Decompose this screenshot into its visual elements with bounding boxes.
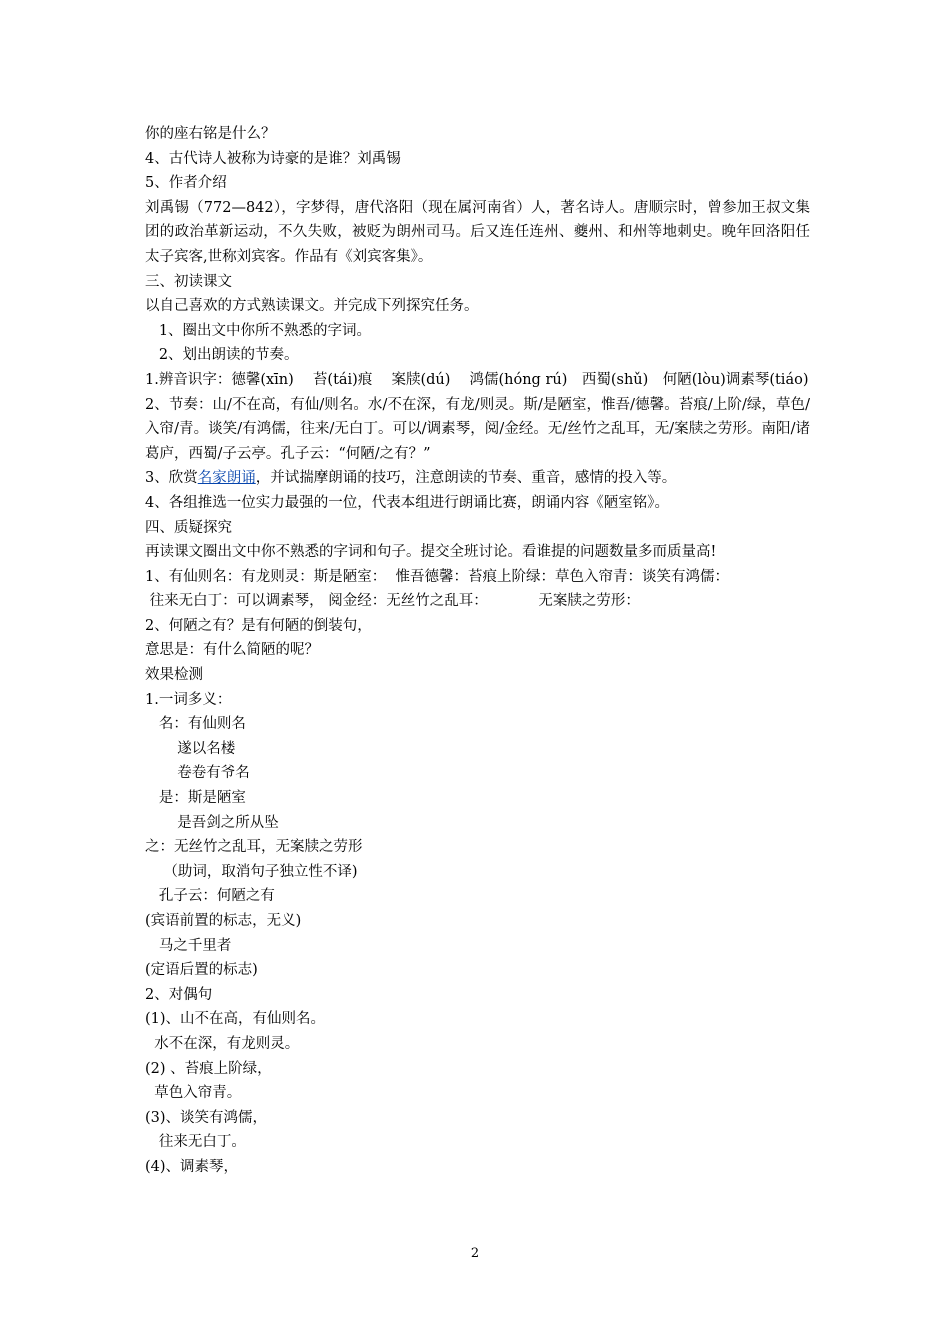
text-line: 以自己喜欢的方式熟读课文。并完成下列探究任务。 xyxy=(145,298,479,315)
recitation-link[interactable]: 名家朗诵 xyxy=(197,470,256,487)
text-line: 2、对偶句 xyxy=(145,986,213,1003)
text-line: (定语后置的标志) xyxy=(145,962,258,979)
document-body xyxy=(145,122,810,1180)
text-line: 意思是：有什么简陋的呢？ xyxy=(145,642,319,659)
text-line: 卷卷有爷名 xyxy=(145,765,250,782)
text-line: 2、何陋之有？是有何陋的倒装句， xyxy=(145,617,372,634)
text-line: 往来无白丁。 xyxy=(145,1134,246,1151)
text-line: (4)、调素琴， xyxy=(145,1158,239,1175)
text-line: 效果检测 xyxy=(145,667,203,684)
text-line: 是：斯是陋室 xyxy=(145,790,246,807)
text-line: 你的座右铭是什么？ xyxy=(145,126,276,142)
appreciate-line xyxy=(145,466,810,491)
rhythm-paragraph: 2、节奏：山/不在高，有仙/则名。水/不在深，有龙/则灵。斯/是陋室，惟吾/德馨。苔痕/上阶/绿，草色/入帘/青。谈笑/有鸿儒，往来/无白丁。可以/调素琴，阅/金经。无/丝竹之乱耳，无/案牍之劳形。南阳/诸葛庐，西蜀/子云亭。孔子云：“何陋/之有？” xyxy=(145,396,810,462)
text-line: (1)、山不在高，有仙则名。 xyxy=(145,1011,326,1028)
text-line: 2、划出朗读的节奏。 xyxy=(145,347,299,364)
text-line: 之：无丝竹之乱耳，无案牍之劳形 xyxy=(145,839,363,856)
text-line: 1、有仙则名：有龙则灵：斯是陋室： 惟吾德馨：苔痕上阶绿：草色入帘青：谈笑有鸿儒： xyxy=(145,568,729,585)
text-line: 草色入帘青。 xyxy=(145,1085,242,1102)
text-line: (宾语前置的标志，无义) xyxy=(145,913,302,929)
text-line: 四、质疑探究 xyxy=(145,519,232,536)
text-line: 再读课文圈出文中你不熟悉的字词和句子。提交全班讨论。看谁提的问题数量多而质量高! xyxy=(145,544,717,561)
remaining-lines xyxy=(145,491,810,1180)
text-line: 孔子云：何陋之有 xyxy=(145,888,275,905)
text-line: 水不在深，有龙则灵。 xyxy=(145,1035,300,1052)
text-line: 1、圈出文中你所不熟悉的字词。 xyxy=(145,322,372,339)
page-number: 2 xyxy=(470,1246,480,1261)
text-line: 往来无白丁：可以调素琴， 阅金经：无丝竹之乱耳： 无案牍之劳形： xyxy=(145,593,640,610)
text-line: 马之千里者 xyxy=(145,937,232,954)
section-heading: 5、作者介绍 xyxy=(145,175,227,192)
text-line: 4、各组推选一位实力最强的一位，代表本组进行朗诵比赛，朗诵内容《陋室铭》。 xyxy=(145,494,669,511)
pinyin-paragraph: 1.辨音识字：德馨(xīn) 苔(tái)痕 案牍(dú) 鸿儒(hóng rú) 西蜀(shǔ) 何陋(lòu)调素琴(tiáo) xyxy=(145,371,809,388)
author-intro-paragraph: 刘禹锡（772—842），字梦得，唐代洛阳（现在属河南省）人，著名诗人。唐顺宗时，曾参加王叔文集团的政治革新运动，不久失败，被贬为朗州司马。后又连任连州、夔州、和州等地刺史。晚年回洛阳任太子宾客,世称刘宾客。作品有《刘宾客集》。 xyxy=(145,199,810,265)
text-line: 名：有仙则名 xyxy=(145,716,246,733)
text-line: 是吾剑之所从坠 xyxy=(145,814,279,831)
appreciate-suffix: ，并试揣摩朗诵的技巧，注意朗读的节奏、重音，感情的投入等。 xyxy=(255,470,677,487)
text-line: 1.一词多义： xyxy=(145,691,232,708)
text-line: (3)、谈笑有鸿儒， xyxy=(145,1109,268,1126)
section-heading: 三、初读课文 xyxy=(145,273,232,290)
text-line: 遂以名楼 xyxy=(145,740,236,757)
text-line: （助词，取消句子独立性不译) xyxy=(145,863,358,880)
appreciate-prefix: 3、欣赏 xyxy=(145,470,198,487)
text-line: (2) 、苔痕上阶绿， xyxy=(145,1060,272,1077)
text-line: 4、古代诗人被称为诗豪的是谁？刘禹锡 xyxy=(145,150,401,167)
